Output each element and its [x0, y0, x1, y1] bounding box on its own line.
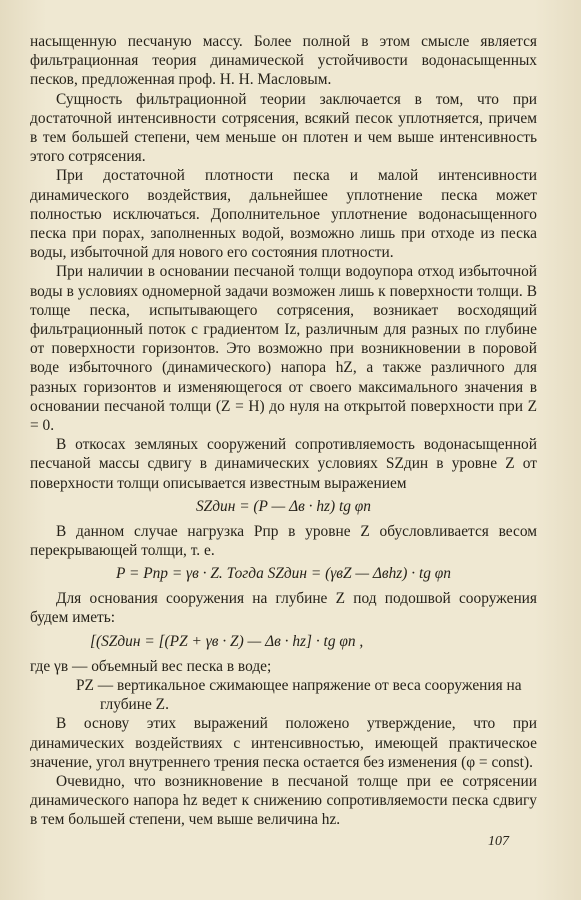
- definition-vertical-stress: PZ — вертикальное сжимающее напряжение от веса сооружения на глубине Z.: [76, 676, 522, 714]
- formula-foundation: [(SZдин = [(PZ + γв · Z) — Δв · hz] · tg φп ,: [90, 632, 364, 650]
- definition-unit-weight: где γв — объемный вес песка в воде;: [30, 657, 272, 675]
- paragraph-2: Сущность фильтрационной теории заключается в том, что при достаточной интенсивности сотрясения, всякий песок уплотняется, причем в тем большей степени, чем меньше он плотен и чем выше интенсивность этого сотрясения.: [30, 90, 537, 166]
- paragraph-3: При достаточной плотности песка и малой интенсивности динамического воздействия, дальнейшее уплотнение песка может полностью исключаться. Дополнительное уплотнение водонасыщенного песка при порах, заполненных водой, возможно лишь при отходе из песка воды, избыточной для нового его состояния плотности.: [30, 167, 537, 262]
- paragraph-1: насыщенную песчаную массу. Более полной в этом смысле является фильтрационная теория динамической устойчивости водонасыщенных песков, предложенная проф. Н. Н. Масловым.: [30, 33, 537, 89]
- paragraph-7: Для основания сооружения на глубине Z под подошвой сооружения будем иметь:: [30, 590, 537, 627]
- paragraph-6: В данном случае нагрузка Pпр в уровне Z обусловливается весом перекрывающей толщи, т. е.: [30, 522, 537, 560]
- paragraph-8: В основу этих выражений положено утверждение, что при динамических воздействиях с интенсивностью, имеющей практическое значение, угол внутреннего трения песка остается без изменения (φ = const).: [30, 715, 537, 771]
- page-number: 107: [488, 834, 509, 849]
- formula-shear-resistance: SZдин = (P — Δв · hz) tg φп: [195, 497, 372, 515]
- paragraph-5: В откосах земляных сооружений сопротивляемость водонасыщенной песчаной массы сдвигу в динамических условиях SZдин в уровне Z от поверхности толщи описывается известным выражением: [30, 436, 537, 492]
- formula-load: P = Pпр = γв · Z. Тогда SZдин = (γвZ — Δвhz) · tg φп: [115, 565, 451, 583]
- paragraph-9: Очевидно, что возникновение в песчаной толще при ее сотрясении динамического напора hz ведет к снижению сопротивляемости песка сдвигу в тем большей степени, чем выше величина hz.: [30, 772, 537, 829]
- paragraph-4: При наличии в основании песчаной толщи водоупора отход избыточной воды в условиях одномерной задачи возможен лишь к поверхности толщи. В толще песка, испытывающего сотрясения, возникает восходящий фильтрационный поток с градиентом Iz, различным для разных по глубине от поверхности горизонтов. Это возможно при возникновении в поровой воде избыточного (динамического) напора hZ, а также различного для разных горизонтов и изменяющегося от своего максимального значения в основании песчаной толщи (Z = H) до нуля на открытой поверхности при Z = 0.: [30, 263, 537, 435]
